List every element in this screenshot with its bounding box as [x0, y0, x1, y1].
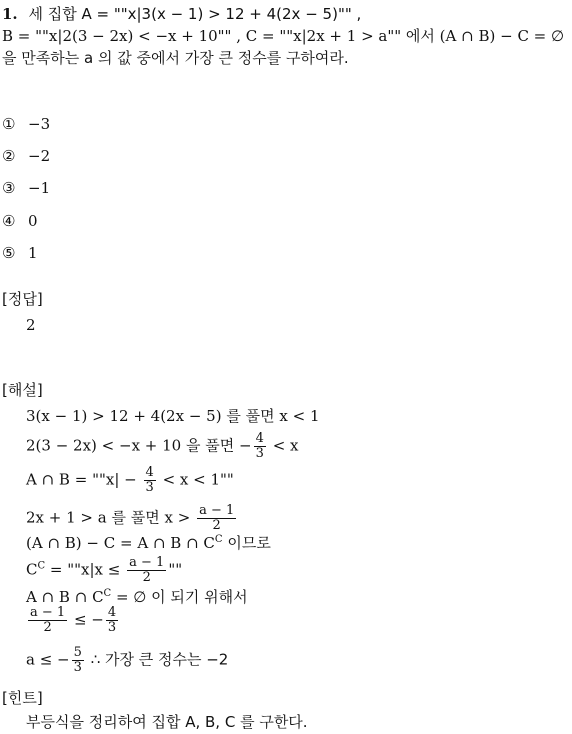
solution-text: 이므로: [227, 534, 271, 552]
hint-text: 부등식을 정리하여 집합 A, B, C 를 구한다.: [26, 713, 308, 731]
question-line-2: B = ""x|2(3 − 2x) < −x + 10"" , C = ""x|2x + 1 > a"" 에서 (A ∩ B) − C = ∅: [2, 27, 565, 45]
solution-line-3: [26, 466, 234, 495]
fraction: $\frac{a - 1}{2}$: [199, 503, 235, 533]
fraction: $\frac{5}{3}$: [73, 645, 82, 675]
solution-math: A ∩ B ∩ C: [26, 588, 104, 606]
solution-math: 2(3 − 2x) < −x + 10: [26, 436, 182, 455]
complement-superscript: C: [37, 560, 46, 572]
solution-math: x >: [164, 508, 191, 527]
choice-marker: ③: [2, 179, 16, 197]
solution-text: ∴ 가장 큰 정수는 −2: [90, 650, 229, 669]
solution-text: 를 풀면: [226, 407, 275, 425]
solution-math: x < 1: [279, 407, 320, 425]
solution-line-2: 2(3 − 2x) < −x + 10 을 풀면 − $\frac{4}{3}$ < x: [26, 431, 299, 461]
solution-math: A ∩ B = ""x| −: [26, 470, 137, 489]
hint-label: [힌트]: [2, 689, 43, 707]
question-text-1: 세 집합 A = ""x|3(x − 1) > 12 + 4(2x − 5)"" ,: [28, 5, 362, 23]
question-line-1: [2, 4, 361, 24]
complement-superscript: C: [103, 588, 112, 599]
solution-math: "": [168, 560, 183, 579]
choice-1[interactable]: [2, 114, 50, 134]
fraction: $\frac{4}{3}$: [107, 605, 117, 635]
solution-math: C: [26, 560, 38, 579]
choice-value: −2: [28, 147, 51, 165]
solution-math: (A ∩ B) − C = A ∩ B ∩ C: [26, 534, 215, 552]
choice-marker: ②: [2, 147, 16, 165]
solution-line-6: [26, 556, 182, 585]
question-number: 1.: [2, 5, 18, 23]
solution-math: = ""x|x ≤: [45, 560, 121, 579]
answer-value: 2: [26, 316, 36, 334]
solution-text: 를 풀면: [111, 508, 160, 527]
fraction: $\frac{4}{3}$: [255, 431, 264, 461]
choice-4[interactable]: [2, 211, 38, 231]
choice-3[interactable]: [2, 178, 50, 198]
choice-5[interactable]: [2, 243, 38, 263]
solution-line-7: [26, 584, 248, 607]
choice-marker: ⑤: [2, 244, 16, 262]
question-line-3: 을 만족하는 a 의 값 중에서 가장 큰 정수를 구하여라.: [2, 49, 349, 67]
choice-marker: ①: [2, 115, 16, 133]
solution-text: 이 되기 위해서: [151, 588, 248, 606]
solution-math: 3(x − 1) > 12 + 4(2x − 5): [26, 407, 222, 425]
solution-math: = ∅: [111, 588, 147, 606]
solution-text: 을 풀면: [186, 436, 235, 455]
choice-value: −3: [28, 115, 51, 133]
solution-math: < x < 1"": [162, 470, 234, 489]
fraction: $\frac{a - 1}{2}$: [30, 605, 66, 635]
choice-value: −1: [28, 179, 51, 197]
solution-label: [해설]: [2, 381, 43, 399]
answer-label: [정답]: [2, 290, 43, 308]
choice-value: 1: [28, 244, 38, 262]
solution-math: < x: [272, 436, 299, 455]
solution-line-9: [26, 646, 228, 675]
solution-line-1: [26, 406, 319, 426]
solution-math: ≤ −: [73, 610, 104, 629]
solution-math: a ≤ −: [26, 650, 70, 669]
choice-value: 0: [28, 212, 38, 230]
complement-superscript: C: [214, 534, 223, 545]
choice-marker: ④: [2, 212, 16, 230]
solution-math: 2x + 1 > a: [26, 508, 107, 527]
fraction: $\frac{4}{3}$: [145, 465, 154, 495]
fraction: $\frac{a - 1}{2}$: [129, 555, 165, 585]
solution-line-5: [26, 530, 271, 553]
solution-line-4: [26, 504, 238, 533]
choice-2[interactable]: [2, 146, 50, 166]
solution-line-8: [26, 606, 120, 635]
